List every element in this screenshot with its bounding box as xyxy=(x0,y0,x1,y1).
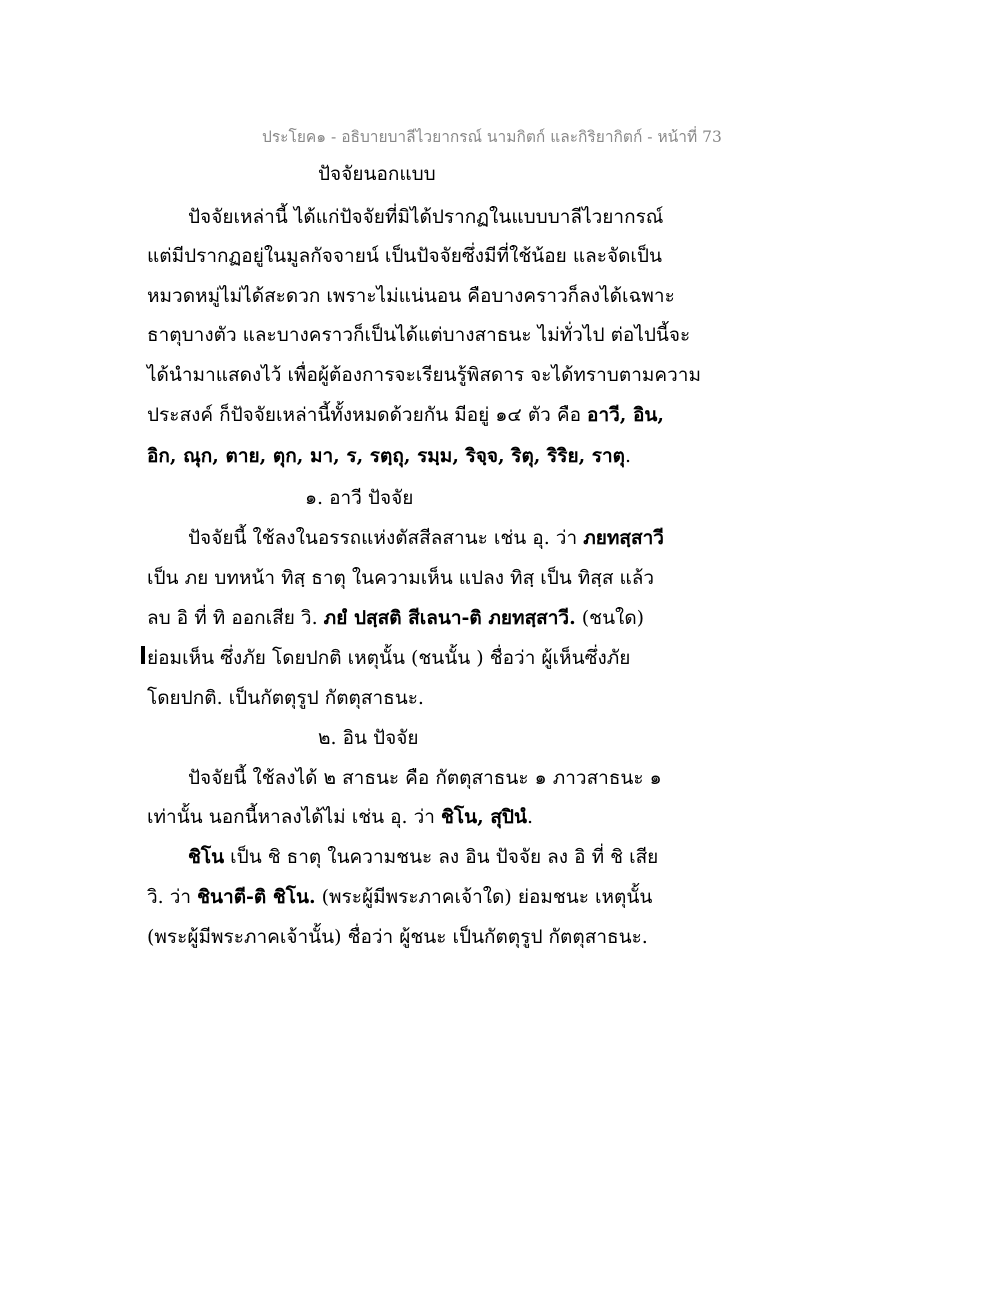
line-text: . xyxy=(625,445,632,467)
paragraph-line xyxy=(147,400,664,430)
paragraph-line: ย่อมเห็น ซึ่งภัย โดยปกติ เหตุนั้น (ชนนั้น ) ชื่อว่า ผู้เห็นซึ่งภัย xyxy=(147,647,631,669)
example-word-bold: ภยทสฺสาวี xyxy=(583,527,664,549)
paragraph-line: (พระผู้มีพระภาคเจ้านั้น) ชื่อว่า ผู้ชนะ เป็นกัตตุรูป กัตตุสาธนะ. xyxy=(147,926,648,948)
paragraph-line xyxy=(147,802,533,832)
section-title-avi: ๑. อาวี ปัจจัย xyxy=(305,487,414,509)
section-title-in: ๒. อิน ปัจจัย xyxy=(318,727,419,749)
section-title-irregular-suffixes: ปัจจัยนอกแบบ xyxy=(318,163,436,185)
line-text: (ชนใด) xyxy=(575,607,645,629)
margin-mark xyxy=(141,646,145,664)
example-word-bold: ชิโน xyxy=(188,846,225,868)
paragraph-line xyxy=(188,842,658,872)
example-phrase-bold: ภยํ ปสฺสติ สีเลนา-ติ ภยทสฺสาวี. xyxy=(323,607,576,629)
paragraph-line xyxy=(147,882,652,912)
example-phrase-bold: ชินาตี-ติ ชิโน. xyxy=(197,886,316,908)
paragraph-line xyxy=(147,441,631,471)
paragraph-line xyxy=(147,603,644,633)
paragraph-line xyxy=(188,523,664,553)
paragraph-line: โดยปกติ. เป็นกัตตุรูป กัตตุสาธนะ. xyxy=(147,687,424,709)
suffix-list-bold: อาวี, อิน, xyxy=(587,404,665,426)
paragraph-line: หมวดหมู่ไม่ได้สะดวก เพราะไม่แน่นอน คือบางคราวก็ลงได้เฉพาะ xyxy=(147,285,675,307)
page-header: ประโยค๑ - อธิบายบาลีไวยากรณ์ นามกิตก์ และกิริยากิตก์ - หน้าที่ 73 xyxy=(262,128,722,146)
line-text: เท่านั้น นอกนี้หาลงได้ไม่ เช่น อุ. ว่า xyxy=(147,806,442,828)
line-text: (พระผู้มีพระภาคเจ้าใด) ย่อมชนะ เหตุนั้น xyxy=(315,886,653,908)
example-word-bold: ชิโน, สุปินํ xyxy=(441,806,527,828)
suffix-list-bold: อิก, ณุก, ตาย, ตุก, มา, ร, รตฺถุ, รมฺม, ริจฺจ, ริตุ, ริริย, ราตุ xyxy=(147,445,626,467)
paragraph-line: ปัจจัยนี้ ใช้ลงได้ ๒ สาธนะ คือ กัตตุสาธนะ ๑ ภาวสาธนะ ๑ xyxy=(188,767,662,789)
line-text: ประสงค์ ก็ปัจจัยเหล่านี้ทั้งหมดด้วยกัน มีอยู่ ๑๔ ตัว คือ xyxy=(147,404,588,426)
line-text: . xyxy=(526,806,534,828)
line-text: วิ. ว่า xyxy=(147,886,198,908)
paragraph-line: แต่มีปรากฏอยู่ในมูลกัจจายน์ เป็นปัจจัยซึ่งมีที่ใช้น้อย และจัดเป็น xyxy=(147,245,662,267)
paragraph-line: เป็น ภย บทหน้า ทิสฺ ธาตุ ในความเห็น แปลง ทิสฺ เป็น ทิสฺส แล้ว xyxy=(147,567,655,589)
line-text: ลบ อิ ที่ ทิ ออกเสีย วิ. xyxy=(147,607,324,629)
line-text: ปัจจัยนี้ ใช้ลงในอรรถแห่งตัสสีลสานะ เช่น อุ. ว่า xyxy=(188,527,584,549)
paragraph-line: ปัจจัยเหล่านี้ ได้แก่ปัจจัยที่มิได้ปรากฏในแบบบาลีไวยากรณ์ xyxy=(188,206,664,228)
line-text: เป็น ชิ ธาตุ ในความชนะ ลง อิน ปัจจัย ลง อิ ที่ ชิ เสีย xyxy=(224,846,659,868)
paragraph-line: ธาตุบางตัว และบางคราวก็เป็นได้แต่บางสาธนะ ไม่ทั่วไป ต่อไปนี้จะ xyxy=(147,324,691,346)
paragraph-line: ได้นำมาแสดงไว้ เพื่อผู้ต้องการจะเรียนรู้พิสดาร จะได้ทราบตามความ xyxy=(147,364,701,386)
